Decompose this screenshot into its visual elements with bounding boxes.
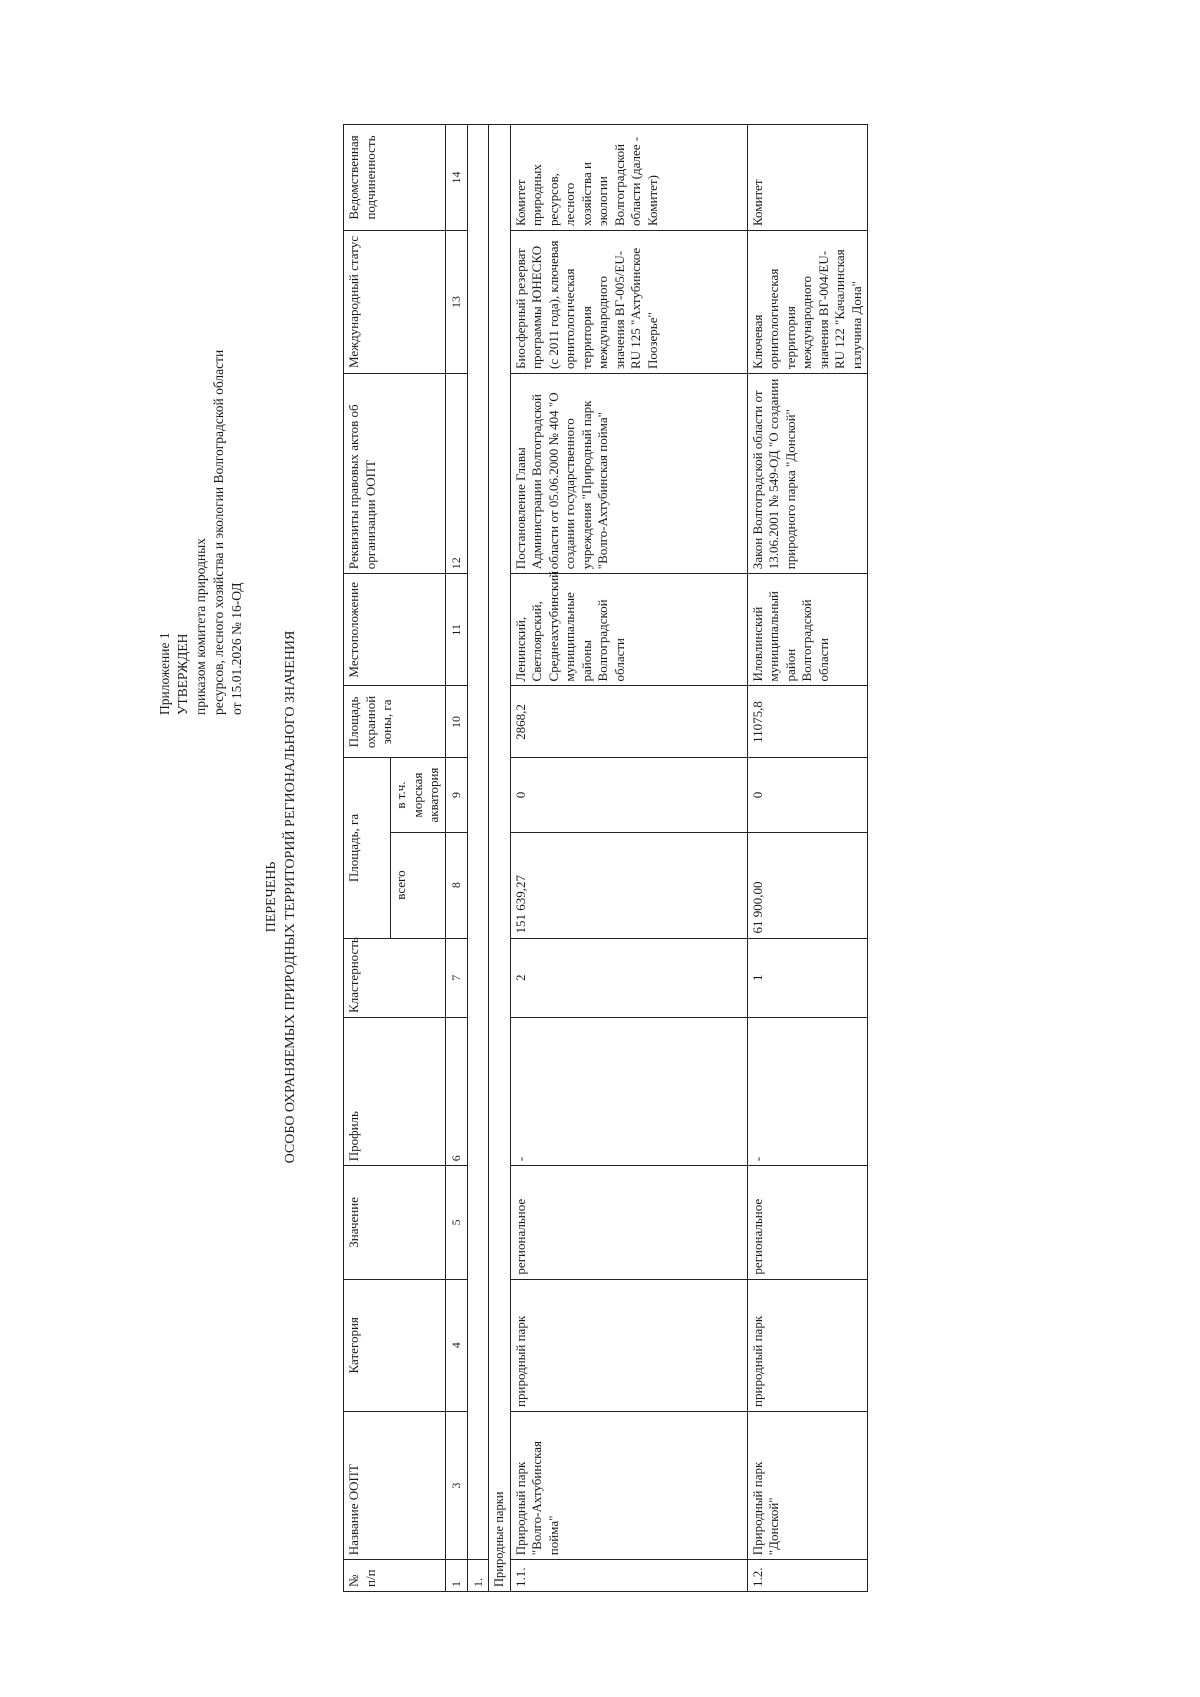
cell-profile: - bbox=[510, 1017, 747, 1165]
header-cluster: Кластерность bbox=[344, 938, 446, 1017]
col-number: 3 bbox=[445, 1411, 467, 1559]
cell-cluster: 2 bbox=[510, 938, 747, 1017]
col-number: 8 bbox=[445, 832, 467, 938]
header-significance: Значение bbox=[344, 1166, 446, 1279]
col-number: 10 bbox=[445, 686, 467, 758]
approval-line: от 15.01.2026 № 16-ОД bbox=[229, 582, 244, 715]
cell-intl: Биосферный резерват программы ЮНЕСКО (с 2011 года), ключевая орнитологическая территория международного значения ВГ-005/EU-RU 125 "Ахтубинское Поозерье" bbox=[510, 231, 747, 374]
cell-area-total: 61 900,00 bbox=[747, 832, 868, 938]
cell-significance: региональное bbox=[510, 1166, 747, 1279]
cell-legal: Постановление Главы Администрации Волгоградской области от 05.06.2000 № 404 "О создании государственного учреждения "Природный парк "Волго-Ахтубинская пойма" bbox=[510, 374, 747, 574]
header-intl: Международный статус bbox=[344, 231, 446, 374]
header-name: Название ООПТ bbox=[344, 1411, 446, 1559]
header-area: Площадь, га bbox=[344, 758, 391, 938]
cell-buffer: 2868,2 bbox=[510, 686, 747, 758]
cell-name: Природный парк "Донской" bbox=[747, 1411, 868, 1559]
header-category: Категория bbox=[344, 1279, 446, 1411]
header-area-total: всего bbox=[391, 832, 446, 938]
cell-cluster: 1 bbox=[747, 938, 868, 1017]
protected-areas-table bbox=[343, 124, 868, 1592]
col-number: 13 bbox=[445, 231, 467, 374]
col-number: 6 bbox=[445, 1017, 467, 1165]
approval-line: ресурсов, лесного хозяйства и экологии Волгоградской области bbox=[211, 349, 226, 715]
header-location: Местоположение bbox=[344, 574, 446, 686]
cell-name: Природный парк "Волго-Ахтубинская пойма" bbox=[510, 1411, 747, 1559]
col-number: 5 bbox=[445, 1166, 467, 1279]
column-number-row bbox=[445, 125, 467, 1592]
col-number: 1 bbox=[445, 1560, 467, 1592]
approval-line: приказом комитета природных bbox=[193, 538, 208, 715]
section-label-row bbox=[489, 125, 511, 1592]
cell-area-marine: 0 bbox=[510, 758, 747, 832]
approval-line: УТВЕРЖДЕН bbox=[175, 633, 190, 715]
header-num: № п/п bbox=[344, 1560, 446, 1592]
cell-num: 1.2. bbox=[747, 1560, 868, 1592]
cell-area-total: 151 639,27 bbox=[510, 832, 747, 938]
col-number: 14 bbox=[445, 125, 467, 231]
table-row bbox=[747, 125, 868, 1592]
title-line-1: ПЕРЕЧЕНЬ bbox=[264, 861, 279, 933]
cell-category: природный парк bbox=[510, 1279, 747, 1411]
cell-location: Ленинский, Светлоярский, Среднеахтубинский муниципальные районы Волгоградской области bbox=[510, 574, 747, 686]
header-buffer: Площадь охранной зоны, га bbox=[344, 686, 446, 758]
col-number: 7 bbox=[445, 938, 467, 1017]
header-dept: Ведомственная подчиненность bbox=[344, 125, 446, 231]
cell-location: Иловлинский муниципальный район Волгоградской области bbox=[747, 574, 868, 686]
table-row bbox=[510, 125, 747, 1592]
col-number: 4 bbox=[445, 1279, 467, 1411]
approval-line: Приложение 1 bbox=[157, 632, 172, 715]
document-title bbox=[262, 347, 300, 1447]
header-profile: Профиль bbox=[344, 1017, 446, 1165]
section-number-row bbox=[467, 125, 489, 1592]
col-number: 9 bbox=[445, 758, 467, 832]
cell-dept: Комитет природных ресурсов, лесного хозяйства и экологии Волгоградской области (далее - Комитет) bbox=[510, 125, 747, 231]
cell-legal: Закон Волгоградской области от 13.06.2001 № 549-ОД "О создании природного парка "Донской" bbox=[747, 374, 868, 574]
header-legal: Реквизиты правовых актов об организации ООПТ bbox=[344, 374, 446, 574]
col-number: 12 bbox=[445, 374, 467, 574]
header-area-marine: в т.ч. морская акватория bbox=[391, 758, 446, 832]
cell-area-marine: 0 bbox=[747, 758, 868, 832]
cell-num: 1.1. bbox=[510, 1560, 747, 1592]
section-number: 1. bbox=[467, 1560, 489, 1592]
header-row bbox=[344, 125, 391, 1592]
col-number: 11 bbox=[445, 574, 467, 686]
cell-buffer: 11075,8 bbox=[747, 686, 868, 758]
cell-significance: региональное bbox=[747, 1166, 868, 1279]
cell-intl: Ключевая орнитологическая территория международного значения ВГ-004/EU-RU 122 "Качалинская излучина Дона" bbox=[747, 231, 868, 374]
cell-category: природный парк bbox=[747, 1279, 868, 1411]
cell-profile: - bbox=[747, 1017, 868, 1165]
section-label: Природные парки bbox=[489, 125, 511, 1592]
title-line-2: ОСОБО ОХРАНЯЕМЫХ ПРИРОДНЫХ ТЕРРИТОРИЙ РЕГИОНАЛЬНОГО ЗНАЧЕНИЯ bbox=[283, 630, 298, 1164]
section-number-spacer bbox=[467, 125, 489, 1560]
cell-dept: Комитет bbox=[747, 125, 868, 231]
approval-block bbox=[156, 155, 246, 715]
